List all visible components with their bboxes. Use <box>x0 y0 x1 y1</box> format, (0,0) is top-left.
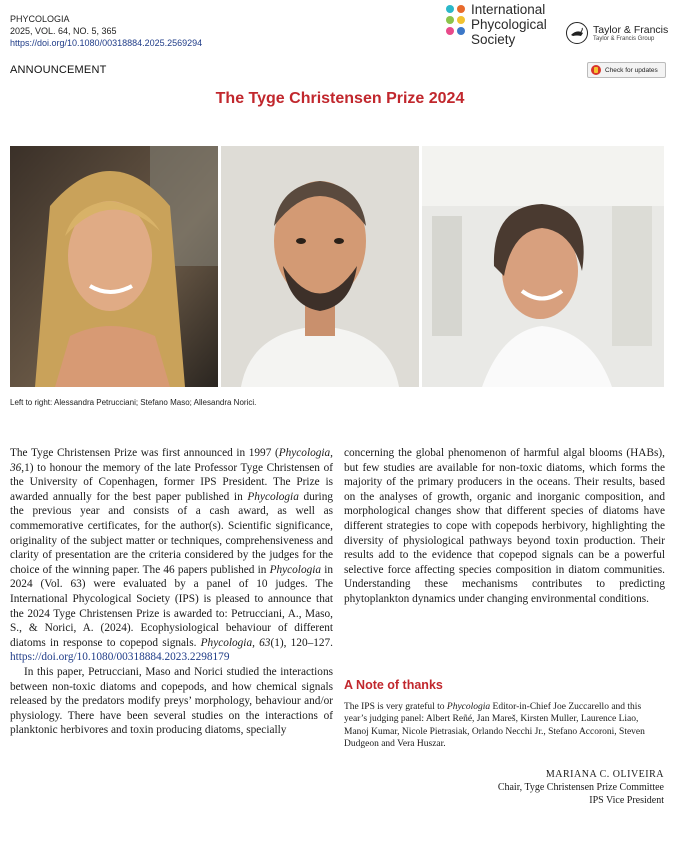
photo-allesandra-norici <box>422 146 664 387</box>
ips-name-line1: International <box>471 2 546 17</box>
body-column-right <box>344 446 665 607</box>
journal-name: PHYCOLOGIA <box>10 14 70 24</box>
tf-sub: Taylor & Francis Group <box>593 35 655 42</box>
thanks-body <box>344 701 665 750</box>
page-title: The Tyge Christensen Prize 2024 <box>215 90 465 107</box>
taylor-francis-logo <box>566 22 668 44</box>
paragraph-results: concerning the global phenomenon of harmful algal blooms (HABs), but few studies are available for non-toxic diatoms, which forms the majority of the primary producers in the oceans. Their results, based on the analyses of growth, organic and inorganic composition, and morphological changes show that different species of diatoms have different strategies to cope with copepods herbivory, highlighting the diversity of physiological pathways beyond toxin production. Their results add to the evidence that copepod signals can be a powerful selective force affecting species composition in diatom communities. Understanding these mechanisms contributes to predicting phytoplankton dynamics under changing environmental conditions. <box>344 447 665 605</box>
journal-name-inline: Phycologia <box>446 702 491 712</box>
journal-citation: Phycologia, 63 <box>200 636 271 649</box>
section-label: ANNOUNCEMENT <box>10 64 107 76</box>
journal-name-inline: Phycologia <box>247 490 299 503</box>
check-for-updates-button[interactable] <box>587 62 666 78</box>
ips-logo <box>446 2 547 47</box>
paragraph-intro <box>10 446 333 665</box>
signature-role2: IPS Vice President <box>589 795 664 806</box>
signature <box>498 768 664 807</box>
text-span: Editor-in-Chief Joe Zuccarello and this year’s judging panel: Albert Reñé, Jan Mareš, Kirsten Muller, Laurence Liao, Manoj Kumar, Nicole Pietrasiak, Orlando Necchi Jr., Stefano Accoroni, Steven Dudgeon and Vera Huszar. <box>344 702 645 749</box>
paragraph-study: In this paper, Petrucciani, Maso and Norici studied the interactions between non-toxic diatoms and copepods, and how chemical signals released by the predators modify preys’ morphology, behaviour and/or physiology. There have been several studies on the interactions of planktonic herbivores and toxin producing diatoms, specially <box>10 665 333 737</box>
body-column-left <box>10 446 333 738</box>
signature-role1: Chair, Tyge Christensen Prize Committee <box>497 782 664 793</box>
photo-caption: Left to right: Alessandra Petrucciani; Stefano Maso; Allesandra Norici. <box>10 398 257 407</box>
ips-dots-icon <box>446 5 465 35</box>
journal-citation: Phycologia, 36 <box>10 447 333 474</box>
ips-name <box>471 2 547 47</box>
text-span: (1), 120–127. <box>270 636 334 649</box>
journal-meta <box>10 13 202 49</box>
thanks-heading: A Note of thanks <box>344 678 443 692</box>
text-span: ,1) to honour the memory of the late Professor Tyge Christensen of the University of Copenhagen, former IPS President. The Prize is awarded annually for the best paper published in <box>10 461 333 503</box>
check-updates-label: Check for updates <box>605 66 658 74</box>
text-span: The IPS is very grateful to <box>344 702 447 712</box>
signature-name: MARIANA C. OLIVEIRA <box>545 769 664 780</box>
paper-doi-link[interactable]: https://doi.org/10.1080/00318884.2023.2298179 <box>10 651 230 664</box>
article-doi-link[interactable]: https://doi.org/10.1080/00318884.2025.2569294 <box>10 38 203 48</box>
ips-name-line2: Phycological <box>471 17 547 32</box>
text-span: during the previous year and consists of a cash award, as well as commemorative certificates, for the author(s). Scientific significance, originality of the subject matter or techniques, comprehensiveness and clarity of presentation are the criteria considered by the judges for the choice of the winning paper. The 46 papers published in <box>10 490 333 576</box>
ips-name-line3: Society <box>471 32 516 47</box>
text-span: in 2024 (Vol. 63) were evaluated by a panel of 10 judges. The International Phycological Society (IPS) is pleased to announce that the 2024 Tyge Christensen Prize is awarded to: Petrucciani, A., Maso, S., & Norici, A. (2024). Ecophysiological behaviour of different diatoms in response to copepod signals. <box>10 563 333 649</box>
photo-alessandra-petrucciani <box>10 146 218 387</box>
text-span: The Tyge Christensen Prize was first announced in 1997 ( <box>10 447 279 459</box>
volume-info: 2025, VOL. 64, NO. 5, 365 <box>10 26 117 36</box>
bookmark-icon <box>591 65 601 75</box>
journal-name-inline: Phycologia <box>269 563 322 576</box>
photo-stefano-maso <box>221 146 419 387</box>
tf-name: Taylor & Francis <box>593 23 669 36</box>
lamp-icon <box>566 22 588 44</box>
